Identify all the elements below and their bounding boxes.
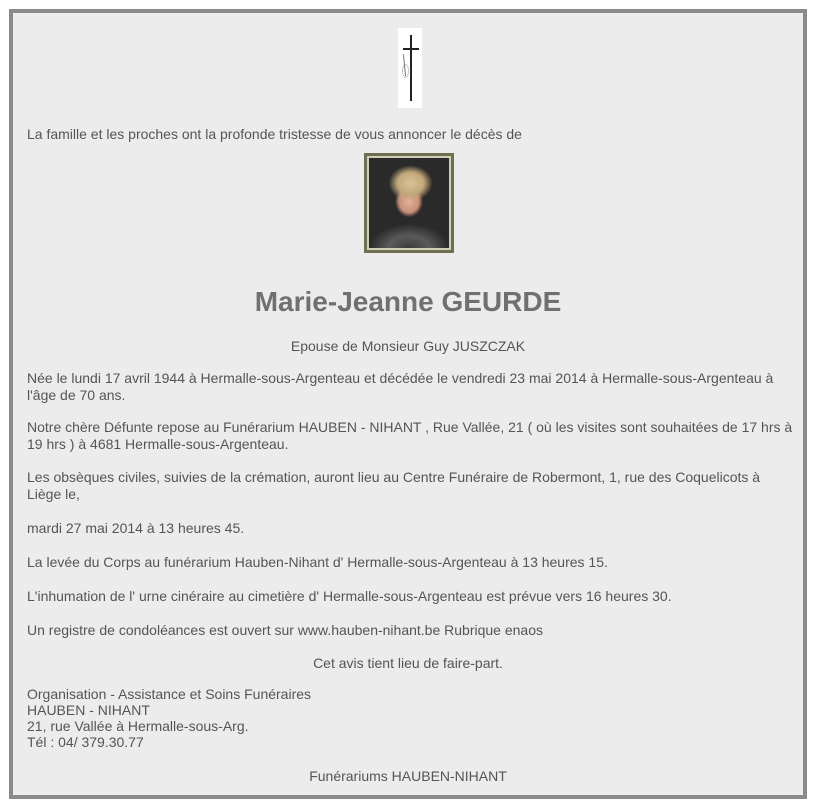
organisation-line-3: 21, rue Vallée à Hermalle-sous-Arg. (27, 718, 249, 734)
organisation-line-1: Organisation - Assistance et Soins Funéraires (27, 686, 312, 702)
burial-text: L'inhumation de l' urne cinéraire au cimetière d' Hermalle-sous-Argenteau est prévue vers 16 heures 30. (27, 588, 672, 604)
registry-text: Un registre de condoléances est ouvert sur www.hauben-nihant.be Rubrique enaos (27, 622, 543, 638)
intro-text: La famille et les proches ont la profonde tristesse de vous annoncer le décès de (27, 126, 522, 142)
birth-death-text: Née le lundi 17 avril 1944 à Hermalle-sous-Argenteau et décédée le vendredi 23 mai 2014 à Hermalle-sous-Argenteau à l'âge de 70 ans. (27, 370, 774, 403)
funeral-date-text: mardi 27 mai 2014 à 13 heures 45. (27, 520, 245, 536)
cross-icon (398, 28, 422, 108)
footer-text: Funérariums HAUBEN-NIHANT (309, 768, 507, 784)
spouse-text: Epouse de Monsieur Guy JUSZCZAK (290, 338, 526, 354)
notice-text: Cet avis tient lieu de faire-part. (313, 655, 503, 671)
deceased-name: Marie-Jeanne GEURDE (254, 286, 562, 317)
organisation-line-2: HAUBEN - NIHANT (27, 702, 150, 718)
portrait-photo (364, 153, 454, 253)
obituary-card (9, 9, 807, 799)
organisation-line-4: Tél : 04/ 379.30.77 (27, 734, 144, 750)
resting-place-text: Notre chère Défunte repose au Funérarium HAUBEN - NIHANT , Rue Vallée, 21 ( où les visites sont souhaitées de 17 hrs à 19 hrs ) à 4681 Hermalle-sous-Argenteau. (27, 419, 793, 452)
levee-text: La levée du Corps au funérarium Hauben-Nihant d' Hermalle-sous-Argenteau à 13 heures 15. (27, 554, 608, 570)
funeral-text: Les obsèques civiles, suivies de la crémation, auront lieu au Centre Funéraire de Robermont, 1, rue des Coquelicots à Liège le, (27, 469, 761, 502)
